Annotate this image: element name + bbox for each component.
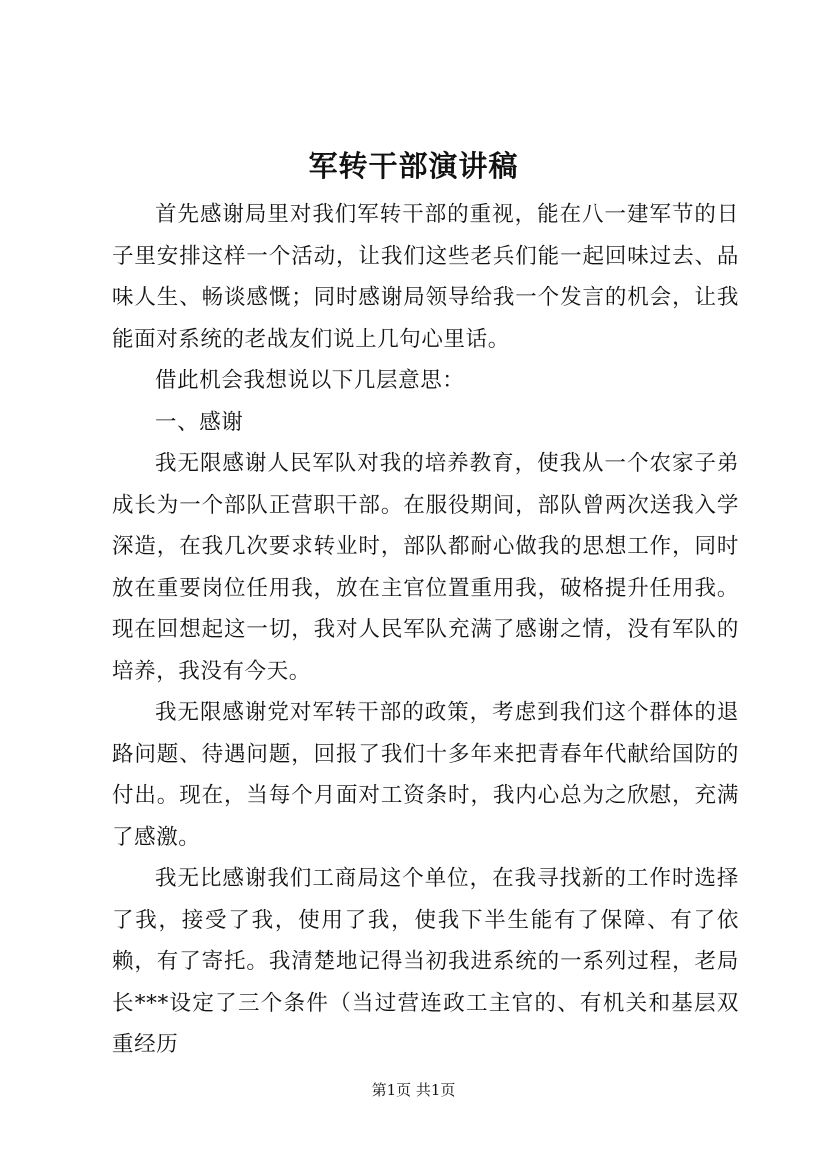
page-footer: 第1页 共1页 xyxy=(371,1081,456,1099)
paragraph: 我无限感谢党对军转干部的政策，考虑到我们这个群体的退路问题、待遇问题，回报了我们十多年来把青春年代献给国防的付出。现在，当每个月面对工资条时，我内心总为之欣慰，充满了感激。 xyxy=(112,700,739,850)
paragraph: 借此机会我想说以下几层意思： xyxy=(155,368,465,393)
paragraph: 我无比感谢我们工商局这个单位，在我寻找新的工作时选择了我，接受了我，使用了我，使我下半生能有了保障、有了依赖，有了寄托。我清楚地记得当初我进系统的一系列过程，老局长***设定了三个条件（当过营连政工主官的、有机关和基层双重经历 xyxy=(112,866,739,1057)
document-body xyxy=(112,194,739,1066)
paragraph: 首先感谢局里对我们军转干部的重视，能在八一建军节的日子里安排这样一个活动，让我们这些老兵们能一起回味过去、品味人生、畅谈感慨；同时感谢局领导给我一个发言的机会，让我能面对系统的老战友们说上几句心里话。 xyxy=(112,202,739,352)
paragraph: 我无限感谢人民军队对我的培养教育，使我从一个农家子弟成长为一个部队正营职干部。在服役期间，部队曾两次送我入学深造，在我几次要求转业时，部队都耐心做我的思想工作，同时放在重要岗位任用我，放在主官位置重用我，破格提升任用我。现在回想起这一切，我对人民军队充满了感谢之情，没有军队的培养，我没有今天。 xyxy=(112,451,739,684)
document-title: 军转干部演讲稿 xyxy=(308,149,519,183)
section-heading: 一、感谢 xyxy=(155,409,244,435)
